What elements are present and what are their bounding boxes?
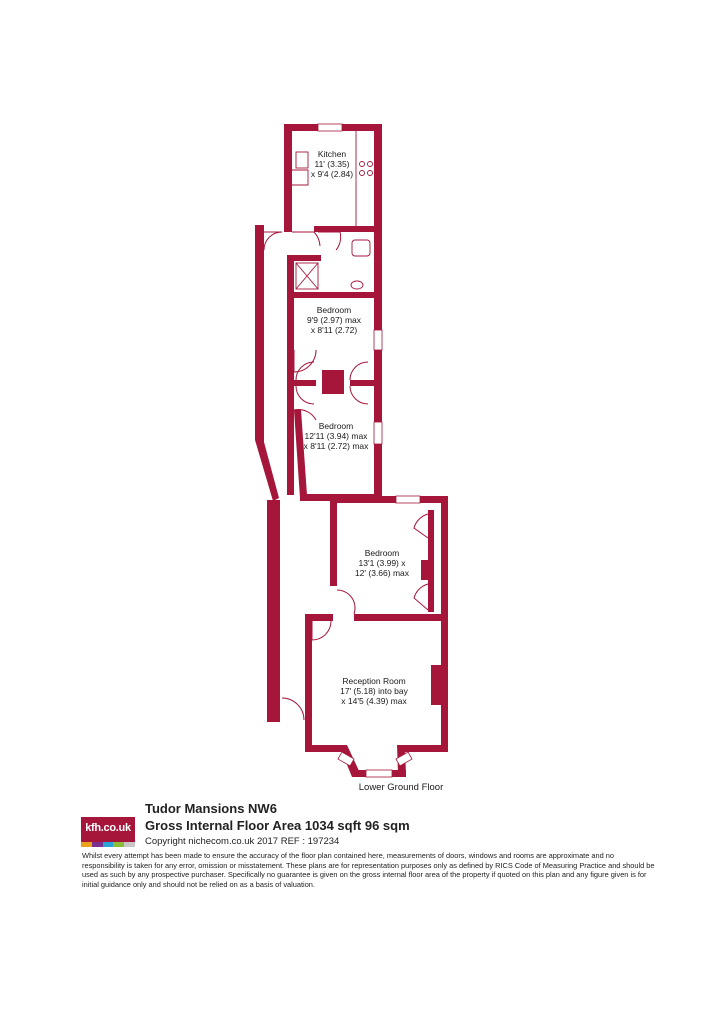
corridor-left-wall-upper <box>255 225 279 501</box>
reception-dim2: x 14'5 (4.39) max <box>341 696 407 706</box>
bedroom3-dim2: 12' (3.66) max <box>354 568 410 578</box>
hall-door-bottom <box>282 698 304 720</box>
reception-chimney <box>431 665 441 705</box>
bedroom3-window <box>396 496 420 503</box>
disclaimer: Whilst every attempt has been made to ensure the accuracy of the floor plan contained here, measurements of doors, windows and rooms are approximate and no responsibility is taken for any error, omission or misstatement. These plans are for representation purposes only as defined by RICS Code of Measuring Practice and should be used as such by any prospective purchaser. Specifically no guarantee is given on the gross internal floor area of the property if quoted on this plan and any figure given is for initial guidance only and should not be relied on as a basis of valuation. <box>82 851 655 889</box>
bedroom3-name: Bedroom <box>364 548 400 558</box>
bedroom2-dim2: x 8'11 (2.72) max <box>303 441 369 451</box>
bedroom3-door <box>337 590 355 614</box>
reception-bottom-left <box>305 745 345 752</box>
bedroom1-dim1: 9'9 (2.97) max <box>306 315 362 325</box>
bedroom2-name: Bedroom <box>318 421 354 431</box>
property-title: Tudor Mansions NW6 <box>145 801 277 816</box>
bedroom2-left-wall <box>294 410 307 498</box>
floor-area: Gross Internal Floor Area 1034 sqft 96 sqm <box>145 818 410 833</box>
kitchen-sink <box>296 152 308 168</box>
toilet <box>351 281 363 289</box>
bedroom1-wardrobe-left <box>296 362 314 380</box>
bathroom-bottom-wall <box>287 292 374 298</box>
bay-window-left <box>338 752 354 766</box>
bedroom1-window <box>374 330 382 350</box>
hob-2 <box>368 162 373 167</box>
kitchen-name: Kitchen <box>317 149 347 159</box>
bathroom-wall-h <box>287 255 321 261</box>
kitchen-dim1: 11' (3.35) <box>314 159 350 169</box>
bedroom3-chimney <box>421 560 429 580</box>
entrance-door <box>264 232 282 250</box>
bedroom3-dim1: 13'1 (3.99) x <box>358 558 406 568</box>
room-labels <box>304 149 444 793</box>
kitchen-left-wall <box>284 124 292 232</box>
bedroom3-bottom-wall <box>354 614 448 621</box>
wardrobe-door-1 <box>414 514 428 538</box>
logo-color-strip <box>81 842 135 847</box>
bedroom2-dim1: 12'11 (3.94) max <box>304 431 368 441</box>
bedroom2-window <box>374 422 382 444</box>
kitchen-dim2: x 9'4 (2.84) <box>310 169 354 179</box>
bathroom-door <box>318 232 341 250</box>
corridor-left-wall-lower <box>267 500 280 722</box>
bedroom1-door <box>294 350 316 372</box>
kitchen-window <box>318 124 342 131</box>
hob-1 <box>360 162 365 167</box>
floor-label: Lower Ground Floor <box>358 782 444 793</box>
bedroom-divider-mid <box>322 370 344 394</box>
kitchen-counter <box>292 170 308 185</box>
bedroom-divider-right <box>350 380 374 386</box>
kitchen-bottom-wall <box>314 226 374 232</box>
bedroom1-name: Bedroom <box>316 305 352 315</box>
reception-name: Reception Room <box>342 676 406 686</box>
bedroom-divider-left <box>294 380 316 386</box>
reception-door <box>312 621 331 640</box>
basin <box>352 240 370 256</box>
kfh-logo <box>81 817 135 847</box>
reception-bottom-right <box>397 745 448 752</box>
bedroom2-wardrobe-left <box>296 386 314 404</box>
kitchen-door <box>292 232 320 246</box>
bedroom1-dim2: x 8'11 (2.72) <box>310 325 358 335</box>
wardrobe-door-2 <box>414 584 428 610</box>
bedroom3-right-wall <box>441 496 448 752</box>
bedroom3-top-wall <box>330 496 448 503</box>
reception-left-wall <box>305 614 312 752</box>
bay-window-bottom <box>366 770 392 777</box>
reception-dim1: 17' (5.18) into bay <box>340 686 408 696</box>
bathroom-left-wall <box>287 255 294 495</box>
hob-4 <box>368 171 373 176</box>
hob-3 <box>360 171 365 176</box>
logo-text: kfh.co.uk <box>85 822 131 834</box>
bedroom2-wardrobe-right <box>350 386 368 404</box>
copyright: Copyright nichecom.co.uk 2017 REF : 197234 <box>145 836 340 847</box>
shower-cross <box>296 263 318 289</box>
bedroom3-left-wall <box>330 496 337 586</box>
bedroom1-wardrobe-right <box>350 362 368 380</box>
